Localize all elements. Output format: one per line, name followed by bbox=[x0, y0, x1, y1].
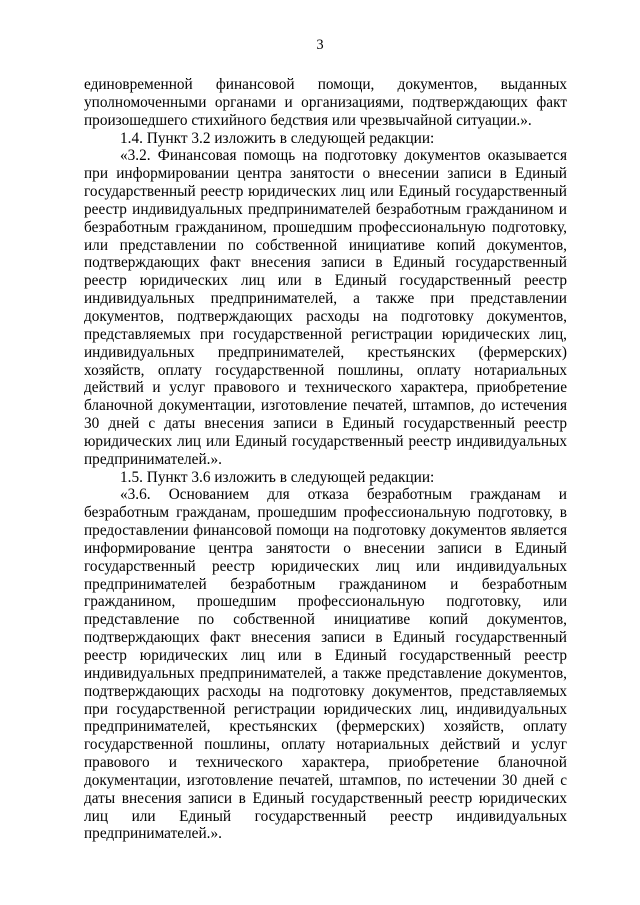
paragraph-item-1-5: 1.5. Пункт 3.6 изложить в следующей редакции: bbox=[120, 468, 435, 486]
document-body bbox=[84, 76, 567, 843]
paragraph-continuation: единовременной финансовой помощи, документов, выданных уполномоченными органами и организациями, подтверждающих факт произошедшего стихийного бедствия или чрезвычайной ситуации.». bbox=[84, 76, 567, 129]
paragraph-clause-3-2: «3.2. Финансовая помощь на подготовку документов оказывается при информировании центра занятости о внесении записи в Единый государственный реестр юридических лиц или Единый государственный реестр индивидуальных предпринимателей безработным гражданином и безработным гражданином, прошедшим профессиональную подготовку, или представлении по собственной инициативе копий документов, подтверждающих факт внесения записи в Единый государственный реестр юридических лиц или в Единый государственный реестр индивидуальных предпринимателей, а также при представлении документов, подтверждающих расходы на подготовку документов, представляемых при государственной регистрации юридических лиц, индивидуальных предпринимателей, крестьянских (фермерских) хозяйств, оплату государственной пошлины, оплату нотариальных действий и услуг правового и технического характера, приобретение бланочной документации, изготовление печатей, штампов, до истечения 30 дней с даты внесения записи в Единый государственный реестр юридических лиц или Единый государственный реестр индивидуальных предпринимателей.». bbox=[84, 147, 567, 468]
paragraph-item-1-4: 1.4. Пункт 3.2 изложить в следующей редакции: bbox=[120, 129, 435, 147]
page-number: 3 bbox=[316, 37, 324, 53]
paragraph-clause-3-6: «3.6. Основанием для отказа безработным гражданам и безработным гражданам, прошедшим профессиональную подготовку, в предоставлении финансовой помощи на подготовку документов является информирование центра занятости о внесении записи в Единый государственный реестр юридических лиц или индивидуальных предпринимателей безработным гражданином и безработным гражданином, прошедшим профессиональную подготовку, или представление по собственной инициативе копий документов, подтверждающих факт внесения записи в Единый государственный реестр юридических лиц или в Единый государственный реестр индивидуальных предпринимателей, а также представление документов, подтверждающих расходы на подготовку документов, представляемых при государственной регистрации юридических лиц, индивидуальных предпринимателей, крестьянских (фермерских) хозяйств, оплату государственной пошлины, оплату нотариальных действий и услуг правового и технического характера, приобретение бланочной документации, изготовление печатей, штампов, по истечении 30 дней с даты внесения записи в Единый государственный реестр юридических лиц или Единый государственный реестр индивидуальных предпринимателей.». bbox=[84, 486, 567, 843]
